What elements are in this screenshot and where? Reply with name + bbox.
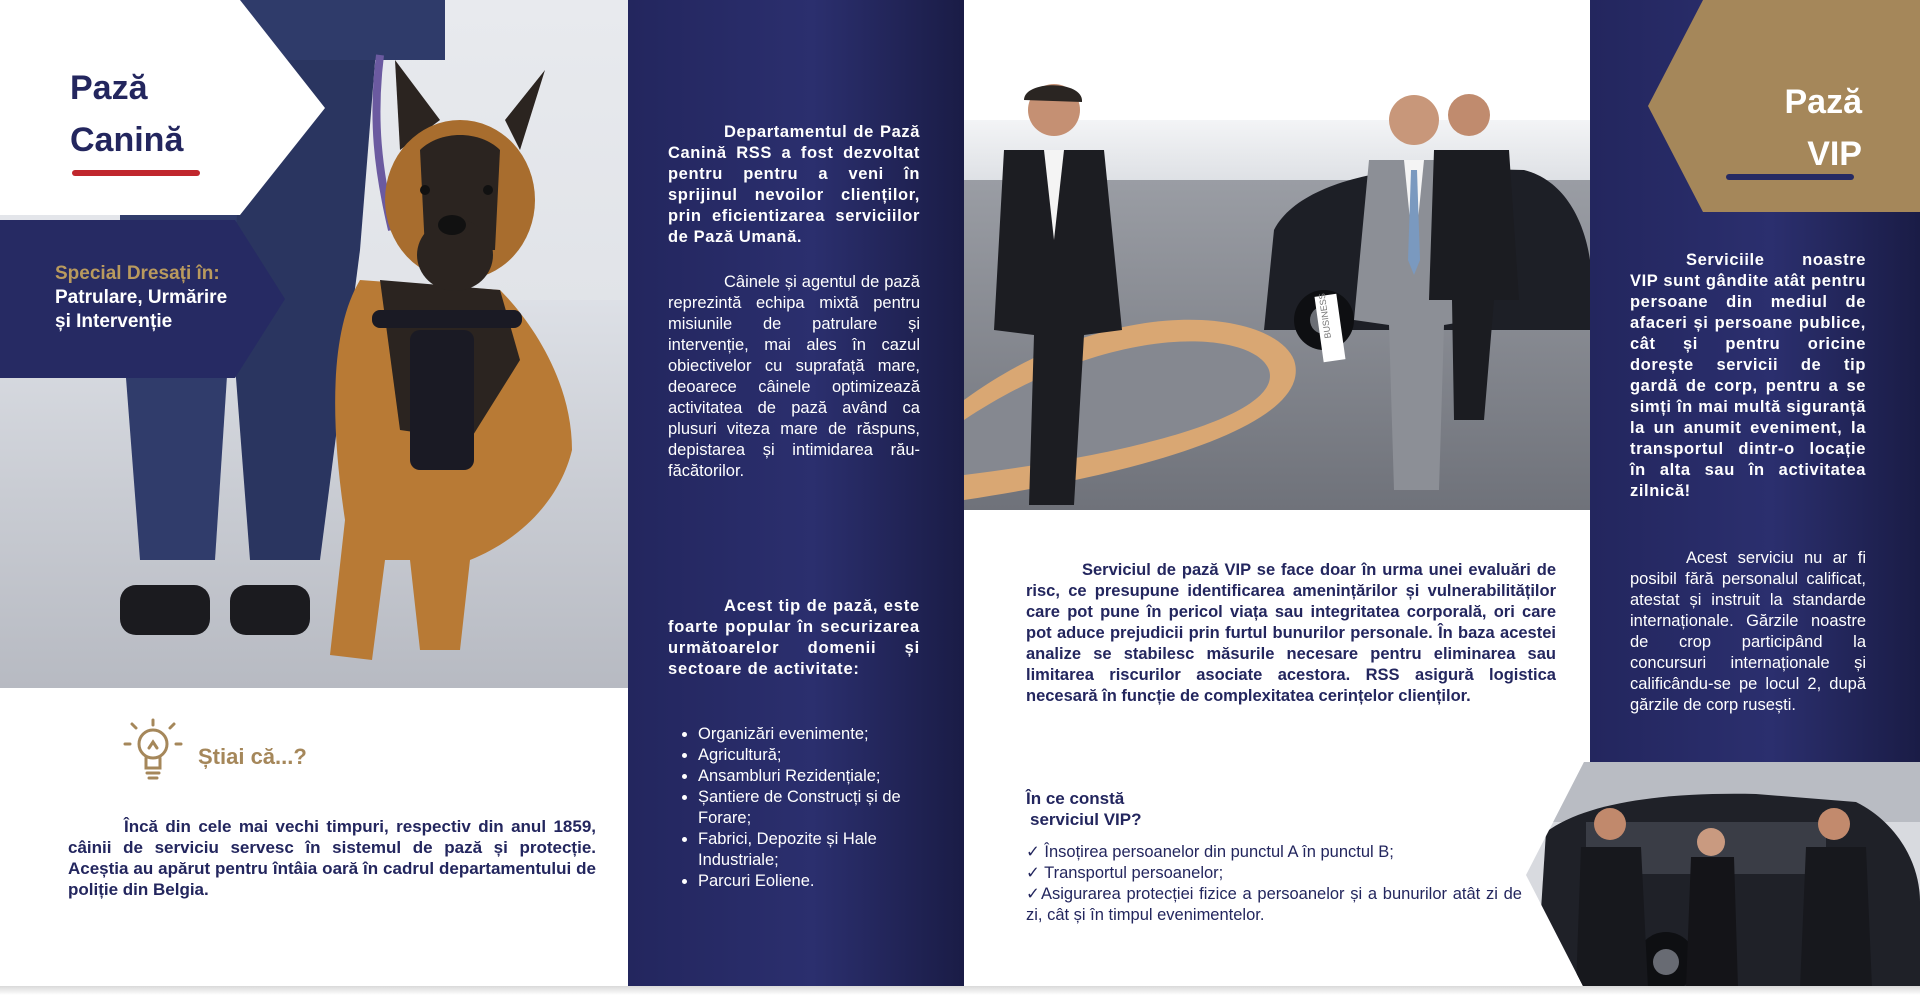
vip-checklist (1026, 842, 1522, 926)
vip-intro-text (1630, 250, 1866, 502)
check-item: ✓ Însoțirea persoanelor din punctul A în punctul B; (1026, 843, 1394, 861)
vip-staff-paragraph: Acest serviciu nu ar fi posibil fără personalul calificat, atestat și instruit la standarde internaționale. Gărzile noastre de crop participând la concursuri internaționale și calificându-se pe locul 2, după gărzile de corp rusești. (1630, 549, 1866, 714)
vip-car-illustration (1526, 762, 1920, 988)
title-underline (72, 170, 200, 176)
vip-risk-paragraph: Serviciul de pază VIP se face doar în urma unei evaluări de risc, ce presupune identificarea amenințărilor și vulnerabilităților care pot pune în pericol viața sau integritatea corporală, ori care pot aduce prejudicii prin furtul bunurilor personale. În baza acestei analize se stabilesc măsurile necesare pentru eliminarea sau limitarea riscurilor asociate acestora. RSS asigură logistica necesară în funcție de complexitatea cerințelor clienților. (1026, 561, 1556, 705)
tip-heading: Știai că...? (198, 744, 307, 769)
domain-item: • Fabrici, Depozite și Hale Industriale; (698, 829, 920, 871)
domains-list (668, 724, 920, 892)
canine-team-paragraph: Câinele și agentul de pază reprezintă echipa mixtă pentru misiunile de patrulare și intervenție, mai ales în cazul obiectivelor cu suprafață mare, deoarece câinele optimizează activitatea de pază având ca plusuri viteza mare de răspuns, depistarea și intimidarea rău-făcătorilor. (668, 273, 920, 480)
vip-intro-paragraph: Serviciile noastre VIP sunt gândite atât pentru persoane din mediul de afaceri și persoane publice, cât și pentru oricine dorește servicii de tip gardă de corp, pentru a se simți în mai multă siguranță la un anumit eveniment, la transportul dintr-o locație în alta sau în activitatea zilnică! (1630, 251, 1866, 500)
tip-text (68, 816, 596, 900)
domain-item: • Șantiere de Construcți și de Forare; (698, 787, 920, 829)
canine-intro-text: Departamentul de Pază Canină RSS a fost dezvoltat pentru pentru a veni în sprijinul nevoilor clienților, prin eficientizarea serviciilor de Pază Umană. (668, 123, 920, 246)
vip-risk-text (1026, 560, 1556, 707)
vip-title (1785, 76, 1863, 180)
check-item: ✓Asigurarea protecției fizice a persoanelor și a bunurilor atât zi de zi, cât și în timpul evenimentelor. (1026, 885, 1522, 924)
check-item: ✓ Transportul persoanelor; (1026, 864, 1224, 882)
vip-title-underline (1726, 174, 1854, 180)
title-line-2: Canină (70, 121, 184, 159)
domains-intro-text: Acest tip de pază, este foarte popular în securizarea următoarelor domenii și sectoare de activitate: (668, 597, 920, 678)
page-title (70, 62, 183, 166)
canine-team-text (668, 272, 920, 482)
vip-title-line-2: VIP (1807, 135, 1862, 173)
vip-car-photo (1526, 762, 1920, 988)
vip-question-line-1: În ce constă (1026, 789, 1125, 808)
banner-label: Special Dresați în: (55, 263, 220, 284)
domain-item: • Organizări evenimente; (698, 724, 920, 745)
vip-question (1026, 788, 1142, 830)
bodyguards-photo (964, 0, 1590, 510)
vip-title-badge (1648, 0, 1920, 212)
domain-item: • Agricultură; (698, 745, 920, 766)
title-line-1: Pază (70, 69, 148, 107)
bodyguards-illustration (964, 0, 1590, 510)
training-banner (0, 220, 290, 378)
title-badge (0, 0, 330, 215)
domain-item: • Ansambluri Rezidențiale; (698, 766, 920, 787)
canine-domains-intro (668, 596, 920, 680)
tip-paragraph: Încă din cele mai vechi timpuri, respectiv din anul 1859, câinii de serviciu servesc în sistemul de pază și protecție. Aceștia au apărut pentru întâia oară în cadrul departamentului de poliție din Belgia. (68, 817, 596, 899)
canine-intro (668, 122, 920, 248)
domain-item: • Parcuri Eoliene. (698, 871, 920, 892)
vip-title-line-1: Pază (1784, 83, 1862, 121)
vip-staff-text (1630, 548, 1866, 716)
bottom-edge (0, 986, 1920, 995)
vip-question-line-2: serviciul VIP? (1030, 810, 1142, 829)
banner-text-1: Patrulare, Urmărire (55, 287, 228, 308)
lightbulb-icon (122, 718, 184, 784)
banner-text-2: și Intervenție (55, 311, 173, 332)
photo-paper-text: BUSINESS (1316, 292, 1333, 340)
